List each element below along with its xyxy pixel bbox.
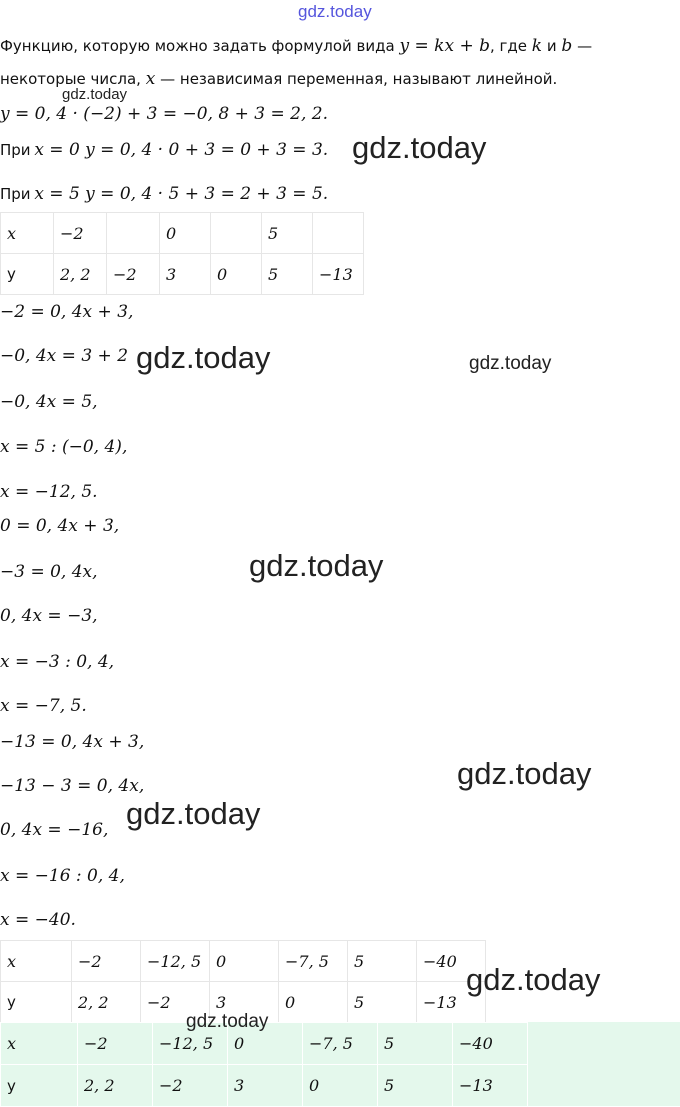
watermark-medium-1: gdz.today — [469, 353, 552, 374]
table-cell: −7, 5 — [303, 1023, 378, 1065]
solve3-line-1: −13 = 0, 4x + 3, — [0, 732, 145, 752]
table-cell: −2 — [54, 213, 107, 254]
solve1-line-2: −0, 4x = 3 + 2 — [0, 346, 129, 366]
value-table-1 — [0, 212, 364, 295]
table-cell: −2 — [78, 1023, 153, 1065]
table-cell: −13 — [453, 1065, 528, 1107]
calc-line-2 — [0, 140, 328, 160]
table-cell: 2, 2 — [72, 982, 141, 1023]
solve3-line-3: 0, 4x = −16, — [0, 820, 109, 840]
table-cell: 5 — [262, 213, 313, 254]
watermark-small-1: gdz.today — [62, 86, 128, 103]
table-cell: 0 — [160, 213, 211, 254]
table-cell: 0 — [228, 1023, 303, 1065]
table-cell: 5 — [348, 982, 417, 1023]
solve1-line-1: −2 = 0, 4x + 3, — [0, 302, 134, 322]
table-cell: −2 — [153, 1065, 228, 1107]
watermark-large-1: gdz.today — [352, 130, 487, 165]
table-cell: y — [1, 982, 72, 1023]
watermark-large-4: gdz.today — [457, 756, 592, 791]
calc-line-2-math: x = 0 y = 0, 4 · 0 + 3 = 0 + 3 = 3. — [34, 140, 329, 160]
solve2-line-3: 0, 4x = −3, — [0, 606, 98, 626]
table-cell: 0 — [279, 982, 348, 1023]
solve2-line-2: −3 = 0, 4x, — [0, 562, 98, 582]
table-cell — [211, 213, 262, 254]
solve1-line-4: x = 5 : (−0, 4), — [0, 437, 128, 457]
table-cell: −12, 5 — [153, 1023, 228, 1065]
intro-and: и — [546, 37, 557, 55]
table-cell: 5 — [378, 1023, 453, 1065]
answer-table — [0, 1022, 528, 1107]
table-cell: −12, 5 — [141, 941, 210, 982]
watermark-small-2: gdz.today — [186, 1011, 269, 1032]
calc-line-3-math: x = 5 y = 0, 4 · 5 + 3 = 2 + 3 = 5. — [34, 184, 329, 204]
table-cell: 0 — [303, 1065, 378, 1107]
solve3-line-4: x = −16 : 0, 4, — [0, 866, 125, 886]
calc-line-3-prefix: При — [0, 185, 31, 203]
table-cell: 0 — [210, 941, 279, 982]
answer-row-y — [1, 1065, 528, 1107]
table-cell: −2 — [72, 941, 141, 982]
table-cell: 5 — [348, 941, 417, 982]
watermark-large-3: gdz.today — [249, 548, 384, 583]
table-cell — [107, 213, 160, 254]
intro-formula: y = kx + b — [399, 36, 490, 56]
table-cell: −13 — [417, 982, 486, 1023]
table-cell: 3 — [210, 982, 279, 1023]
table1-row-y — [1, 254, 364, 295]
intro-line2-part2: — независимая переменная, называют линейной. — [160, 70, 558, 88]
solve2-line-1: 0 = 0, 4x + 3, — [0, 516, 120, 536]
table-cell: −2 — [107, 254, 160, 295]
intro-x: x — [145, 69, 156, 89]
calc-line-1: y = 0, 4 · (−2) + 3 = −0, 8 + 3 = 2, 2. — [0, 104, 328, 124]
table-cell: 2, 2 — [78, 1065, 153, 1107]
solve1-line-5: x = −12, 5. — [0, 482, 98, 502]
table-cell: 0 — [211, 254, 262, 295]
table-cell: x — [1, 213, 54, 254]
table-cell: −7, 5 — [279, 941, 348, 982]
watermark-large-5: gdz.today — [126, 796, 261, 831]
table-cell: x — [1, 1023, 78, 1065]
table-cell: −40 — [417, 941, 486, 982]
table-cell: 5 — [262, 254, 313, 295]
intro-text-part2: , где — [489, 37, 528, 55]
table-cell: 3 — [228, 1065, 303, 1107]
intro-text-part1: Функцию, которую можно задать формулой вида — [0, 37, 395, 55]
intro-dash: — — [577, 37, 593, 55]
calc-line-3 — [0, 184, 328, 204]
watermark-top: gdz.today — [298, 2, 372, 21]
table-cell — [313, 213, 364, 254]
solve1-line-3: −0, 4x = 5, — [0, 392, 98, 412]
table2-row-x — [1, 941, 486, 982]
table-cell: 5 — [378, 1065, 453, 1107]
table-cell: 2, 2 — [54, 254, 107, 295]
table-cell: y — [1, 254, 54, 295]
table-cell: −2 — [141, 982, 210, 1023]
solve3-line-2: −13 − 3 = 0, 4x, — [0, 776, 145, 796]
table-cell: x — [1, 941, 72, 982]
solve2-line-5: x = −7, 5. — [0, 696, 87, 716]
table-cell: −40 — [453, 1023, 528, 1065]
calc-line-2-prefix: При — [0, 141, 31, 159]
table-cell: 3 — [160, 254, 211, 295]
intro-line2-part1: некоторые числа, — [0, 70, 141, 88]
watermark-large-6: gdz.today — [466, 962, 601, 997]
table-cell: −13 — [313, 254, 364, 295]
intro-b: b — [561, 36, 573, 56]
intro-line-1 — [0, 36, 592, 56]
intro-k: k — [531, 36, 543, 56]
solve2-line-4: x = −3 : 0, 4, — [0, 652, 115, 672]
table-cell: y — [1, 1065, 78, 1107]
table1-row-x — [1, 213, 364, 254]
solve3-line-5: x = −40. — [0, 910, 76, 930]
watermark-large-2: gdz.today — [136, 340, 271, 375]
